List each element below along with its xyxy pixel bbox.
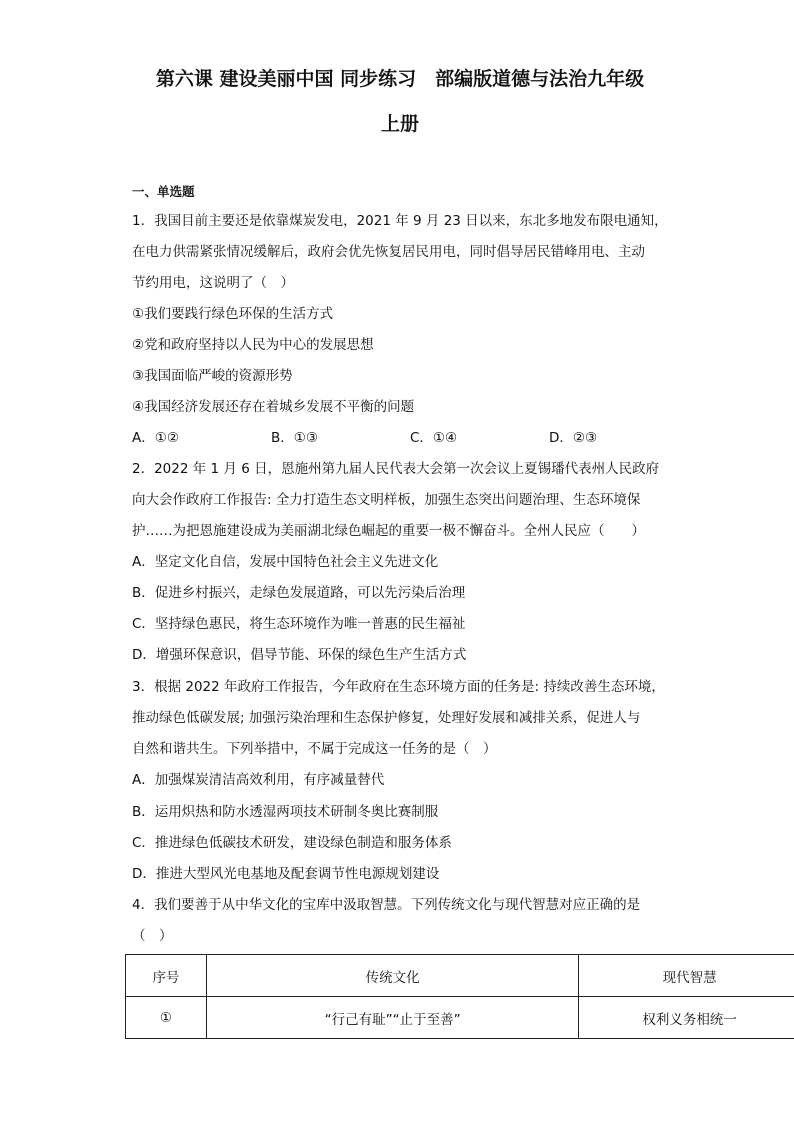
document-title-continued: 上册 xyxy=(380,113,419,135)
comparison-table xyxy=(125,954,794,1039)
question-3-line: 推动绿色低碳发展; 加强污染治理和生态保护修复，处理好发展和减排关系，促进人与 xyxy=(132,710,641,726)
table-header-row xyxy=(126,955,794,997)
statement-item: ①我们要践行绿色环保的生活方式 xyxy=(132,306,334,322)
question-4-line: （ ） xyxy=(132,928,173,944)
option-a[interactable]: A．①② xyxy=(132,430,179,446)
option-d[interactable]: D．增强环保意识，倡导节能、环保的绿色生产生活方式 xyxy=(132,647,467,663)
section-heading: 一、单选题 xyxy=(132,184,195,199)
option-b[interactable]: B．促进乡村振兴，走绿色发展道路，可以先污染后治理 xyxy=(132,585,466,601)
option-a[interactable]: A．加强煤炭清洁高效利用，有序减量替代 xyxy=(132,772,385,788)
document-title: 第六课 建设美丽中国 同步练习 部编版道德与法治九年级 xyxy=(155,68,645,90)
statement-item: ②党和政府坚持以人民为中心的发展思想 xyxy=(132,337,374,353)
table-cell: “行己有耻”“止于至善” xyxy=(206,997,578,1039)
table-header-cell: 传统文化 xyxy=(206,955,578,997)
option-c[interactable]: C．①④ xyxy=(410,430,458,446)
statement-item: ③我国面临严峻的资源形势 xyxy=(132,368,293,384)
table-header-cell: 现代智慧 xyxy=(579,955,794,997)
question-1-line: 在电力供需紧张情况缓解后，政府会优先恢复居民用电，同时倡导居民错峰用电、主动 xyxy=(132,244,645,260)
table-row xyxy=(126,997,794,1039)
question-1-line: 1．我国目前主要还是依靠煤炭发电，2021 年 9 月 23 日以来，东北多地发布限电通知， xyxy=(132,213,668,229)
option-d[interactable]: D．②③ xyxy=(549,430,598,446)
question-3-line: 3．根据 2022 年政府工作报告，今年政府在生态环境方面的任务是: 持续改善生态环境， xyxy=(132,679,665,695)
option-c[interactable]: C．坚持绿色惠民，将生态环境作为唯一普惠的民生福祉 xyxy=(132,616,466,632)
table-cell: ① xyxy=(126,997,207,1039)
option-b[interactable]: B．运用炽热和防水透湿两项技术研制冬奥比赛制服 xyxy=(132,804,439,820)
option-a[interactable]: A．坚定文化自信，发展中国特色社会主义先进文化 xyxy=(132,554,439,570)
option-c[interactable]: C．推进绿色低碳技术研发，建设绿色制造和服务体系 xyxy=(132,835,452,851)
statement-item: ④我国经济发展还存在着城乡发展不平衡的问题 xyxy=(132,399,415,415)
table-header-cell: 序号 xyxy=(126,955,207,997)
question-1-line: 节约用电，这说明了（ ） xyxy=(132,275,294,291)
question-3-line: 自然和谐共生。下列举措中，不属于完成这一任务的是（ ） xyxy=(132,741,497,757)
question-4-line: 4．我们要善于从中华文化的宝库中汲取智慧。下列传统文化与现代智慧对应正确的是 xyxy=(132,897,641,913)
option-b[interactable]: B．①③ xyxy=(271,430,318,446)
table-cell: 权利义务相统一 xyxy=(579,997,794,1039)
question-2-line: 向大会作政府工作报告: 全力打造生态文明样板，加强生态突出问题治理、生态环境保 xyxy=(132,492,641,508)
question-2-line: 2．2022 年 1 月 6 日，恩施州第九届人民代表大会第一次会议上夏锡璠代表州人民政府 xyxy=(132,461,660,477)
option-d[interactable]: D．推进大型风光电基地及配套调节性电源规划建设 xyxy=(132,866,440,882)
question-2-line: 护……为把恩施建设成为美丽湖北绿色崛起的重要一极不懈奋斗。全州人民应（ ） xyxy=(132,523,645,539)
